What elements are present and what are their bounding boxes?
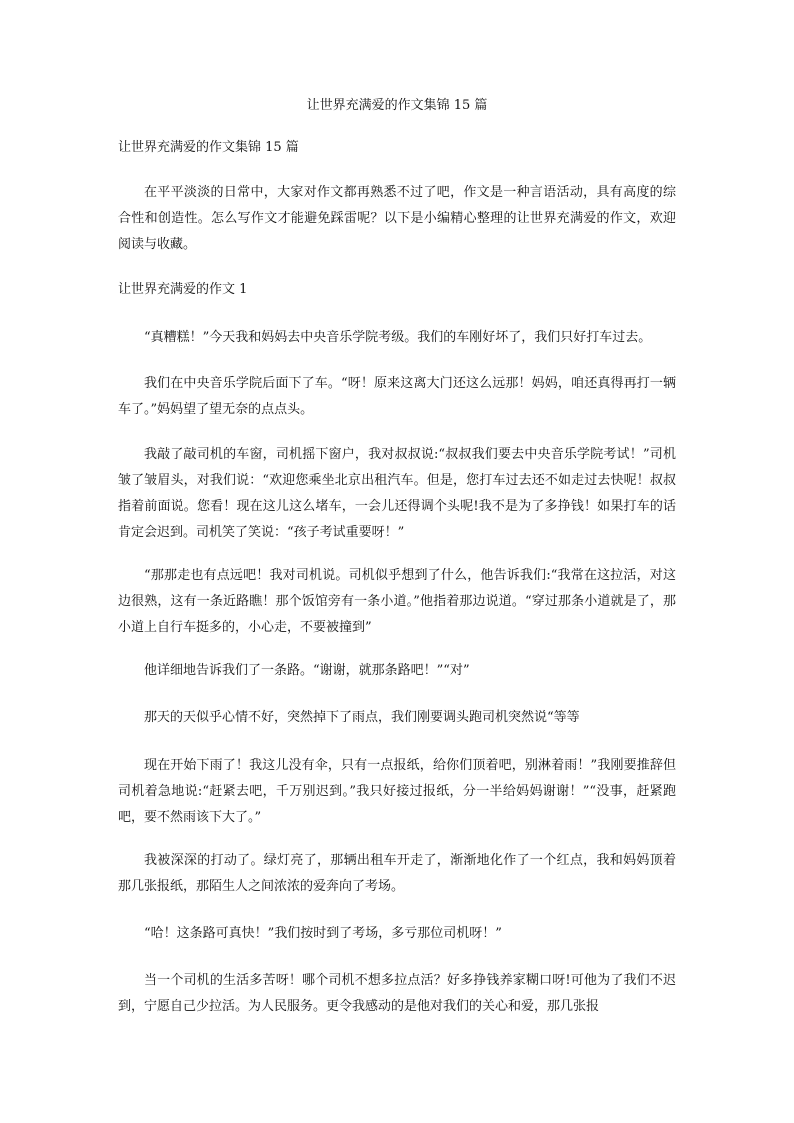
section-heading: 让世界充满爱的作文 1: [118, 282, 248, 297]
body-paragraph: “哈！这条路可真快！”我们按时到了考场，多亏那位司机呀！”: [144, 926, 502, 941]
body-paragraph: 那天的天似乎心情不好，突然掉下了雨点，我们刚要调头跑司机突然说“等等: [144, 710, 580, 725]
intro-paragraph: 在平平淡淡的日常中，大家对作文都再熟悉不过了吧，作文是一种言语活动，具有高度的综合性和创造性。怎么写作文才能避免踩雷呢？以下是小编精心整理的让世界充满爱的作文，欢迎阅读与收藏。: [118, 185, 676, 252]
body-paragraph: 我们在中央音乐学院后面下了车。“呀！原来这离大门还这么远那！妈妈，咱还真得再打一辆车了。”妈妈望了望无奈的点点头。: [118, 376, 676, 417]
document-subtitle: 让世界充满爱的作文集锦 15 篇: [118, 140, 299, 155]
body-paragraph: 我敲了敲司机的车窗，司机摇下窗户，我对叔叔说:“叔叔我们要去中央音乐学院考试！”司机皱了皱眉头，对我们说：“欢迎您乘坐北京出租汽车。但是，您打车过去还不如走过去快呢！叔叔指着前面说。您看！现在这儿这么堵车，一会儿还得调个头呢!我不是为了多挣钱！如果打车的话肯定会迟到。司机笑了笑说：“孩子考试重要呀！”: [118, 447, 676, 540]
document-title: 让世界充满爱的作文集锦 15 篇: [306, 98, 488, 113]
body-paragraph: 他详细地告诉我们了一条路。“谢谢，就那条路吧！”“对”: [144, 663, 470, 678]
body-paragraph: 我被深深的打动了。绿灯亮了，那辆出租车开走了，渐渐地化作了一个红点，我和妈妈顶着那几张报纸，那陌生人之间浓浓的爱奔向了考场。: [118, 853, 676, 894]
body-paragraph: 当一个司机的生活多苦呀！哪个司机不想多拉点活？好多挣钱养家糊口呀!可他为了我们不迟到，宁愿自己少拉活。为人民服务。更令我感动的是他对我们的关心和爱，那几张报: [118, 973, 676, 1014]
body-paragraph: “真糟糕！”今天我和妈妈去中央音乐学院考级。我们的车刚好坏了，我们只好打车过去。: [144, 330, 652, 345]
body-paragraph: 现在开始下雨了！我这儿没有伞，只有一点报纸，给你们顶着吧，别淋着雨！”我刚要推辞但司机着急地说:“赶紧去吧，千万别迟到。”我只好接过报纸，分一半给妈妈谢谢！”“没事，赶紧跑吧，要不然雨该下大了。”: [118, 758, 676, 825]
body-paragraph: “那那走也有点远吧！我对司机说。司机似乎想到了什么，他告诉我们:“我常在这拉活，对这边很熟，这有一条近路瞧！那个饭馆旁有一条小道。”他指着那边说道。“穿过那条小道就是了，那小道上自行车挺多的，小心走，不要被撞到”: [118, 568, 676, 635]
